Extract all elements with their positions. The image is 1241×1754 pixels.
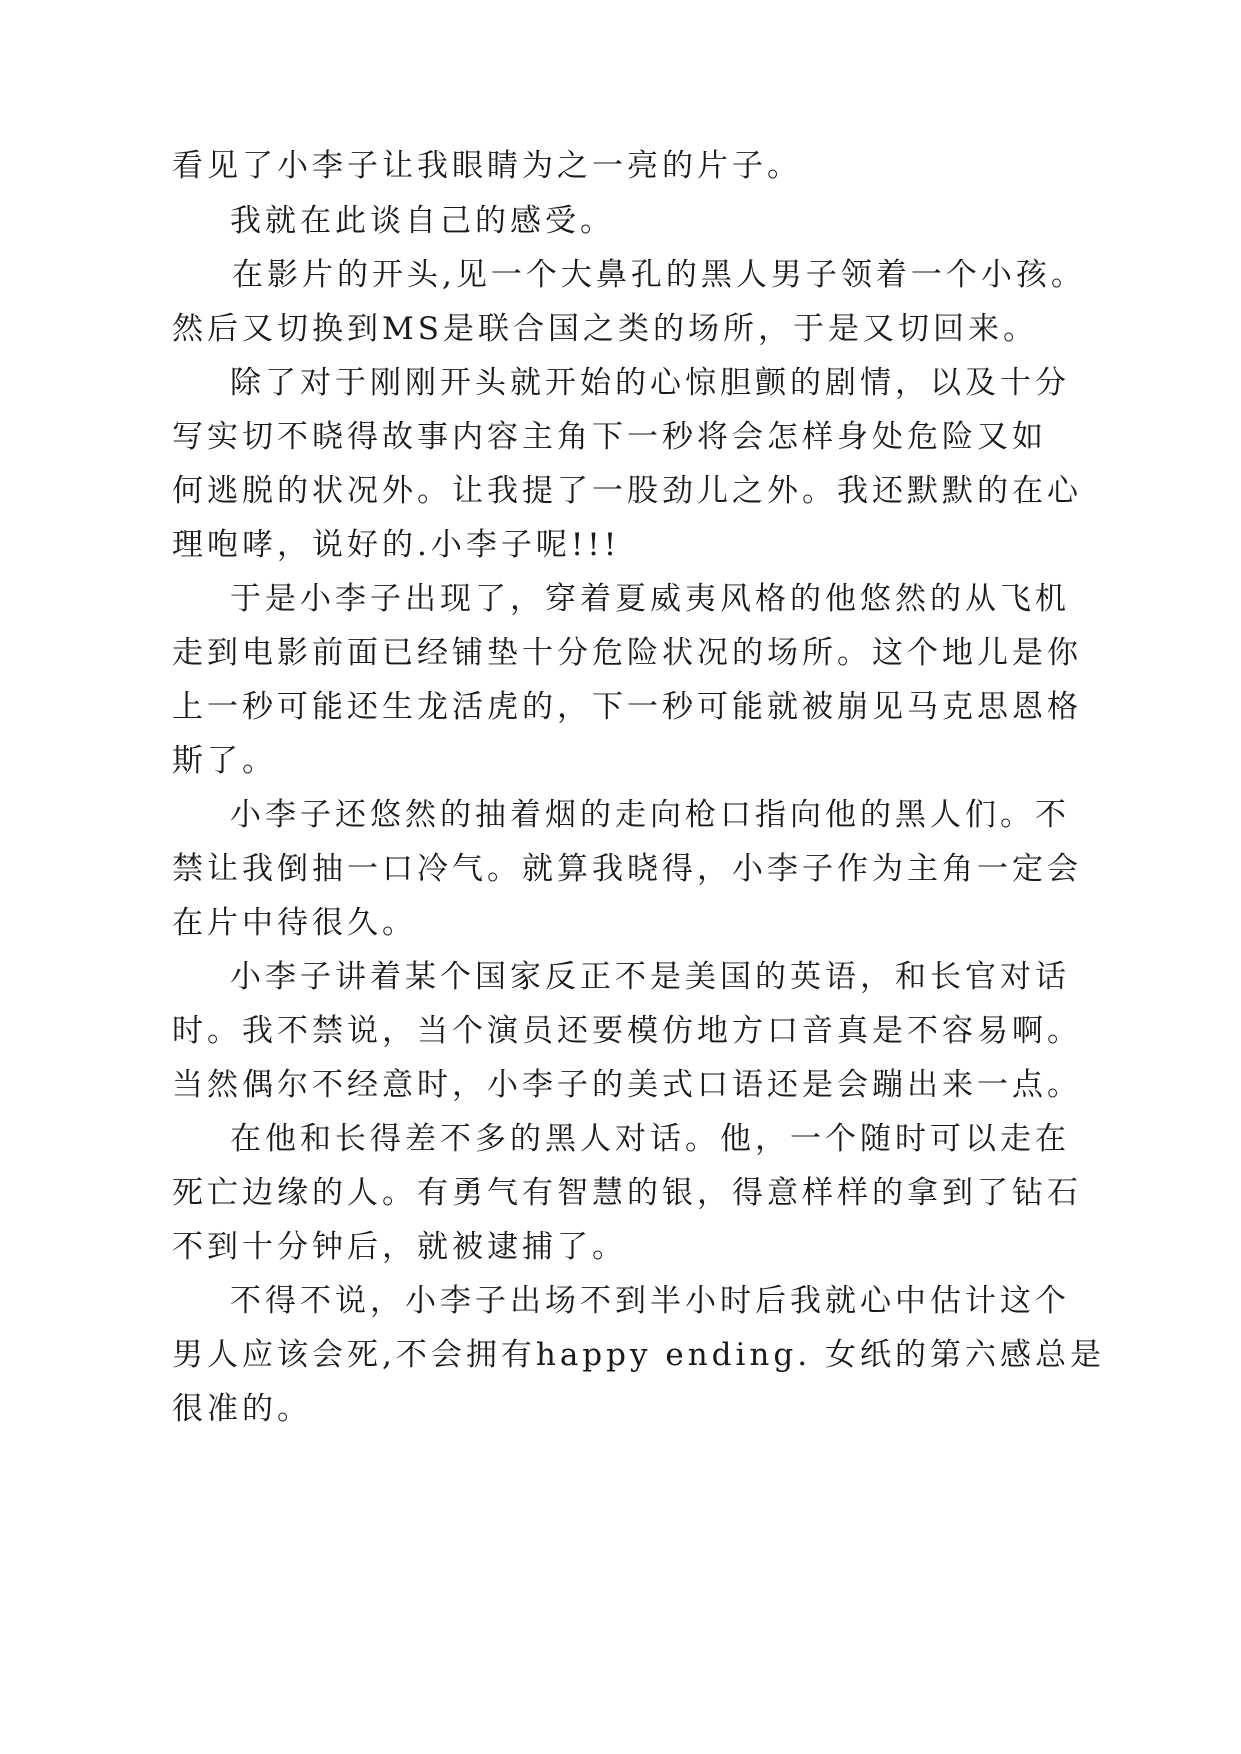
text-line-11: 上一秒可能还生龙活虎的，下一秒可能就被崩见马克思恩格 xyxy=(172,689,1082,725)
text-line-18: 当然偶尔不经意时，小李子的美式口语还是会蹦出来一点。 xyxy=(172,1067,1082,1103)
text-line-13: 小李子还悠然的抽着烟的走向枪口指向他的黑人们。不 xyxy=(230,797,1070,833)
text-line-24: 很准的。 xyxy=(172,1391,312,1427)
text-line-7: 何逃脱的状况外。让我提了一股劲儿之外。我还默默的在心 xyxy=(172,473,1082,509)
text-line-2: 我就在此谈自己的感受。 xyxy=(230,203,615,239)
text-line-10: 走到电影前面已经铺垫十分危险状况的场所。这个地儿是你 xyxy=(172,635,1082,671)
text-line-12: 斯了。 xyxy=(172,743,277,779)
text-line-14: 禁让我倒抽一口冷气。就算我晓得，小李子作为主角一定会 xyxy=(172,851,1082,887)
text-line-6: 写实切不晓得故事内容主角下一秒将会怎样身处危险又如 xyxy=(172,419,1047,455)
text-line-19: 在他和长得差不多的黑人对话。他，一个随时可以走在 xyxy=(230,1121,1070,1157)
text-line-8: 理咆哮，说好的.小李子呢!!! xyxy=(172,527,621,563)
text-line-5: 除了对于刚刚开头就开始的心惊胆颤的剧情，以及十分 xyxy=(230,365,1070,401)
text-line-22: 不得不说，小李子出场不到半小时后我就心中估计这个 xyxy=(230,1283,1070,1319)
text-line-3: 在影片的开头,见一个大鼻孔的黑人男子领着一个小孩。 xyxy=(232,257,1086,293)
text-line-20: 死亡边缘的人。有勇气有智慧的银，得意样样的拿到了钻石 xyxy=(172,1175,1082,1211)
text-line-17: 时。我不禁说，当个演员还要模仿地方口音真是不容易啊。 xyxy=(172,1013,1082,1049)
text-line-4: 然后又切换到MS是联合国之类的场所，于是又切回来。 xyxy=(172,311,1038,347)
text-line-1: 看见了小李子让我眼睛为之一亮的片子。 xyxy=(172,148,802,184)
text-line-21: 不到十分钟后，就被逮捕了。 xyxy=(172,1229,627,1265)
text-line-23: 男人应该会死,不会拥有happy ending. 女纸的第六感总是 xyxy=(172,1337,1105,1373)
text-line-9: 于是小李子出现了，穿着夏威夷风格的他悠然的从飞机 xyxy=(230,581,1070,617)
text-line-16: 小李子讲着某个国家反正不是美国的英语，和长官对话 xyxy=(230,959,1070,995)
text-line-15: 在片中待很久。 xyxy=(172,905,417,941)
